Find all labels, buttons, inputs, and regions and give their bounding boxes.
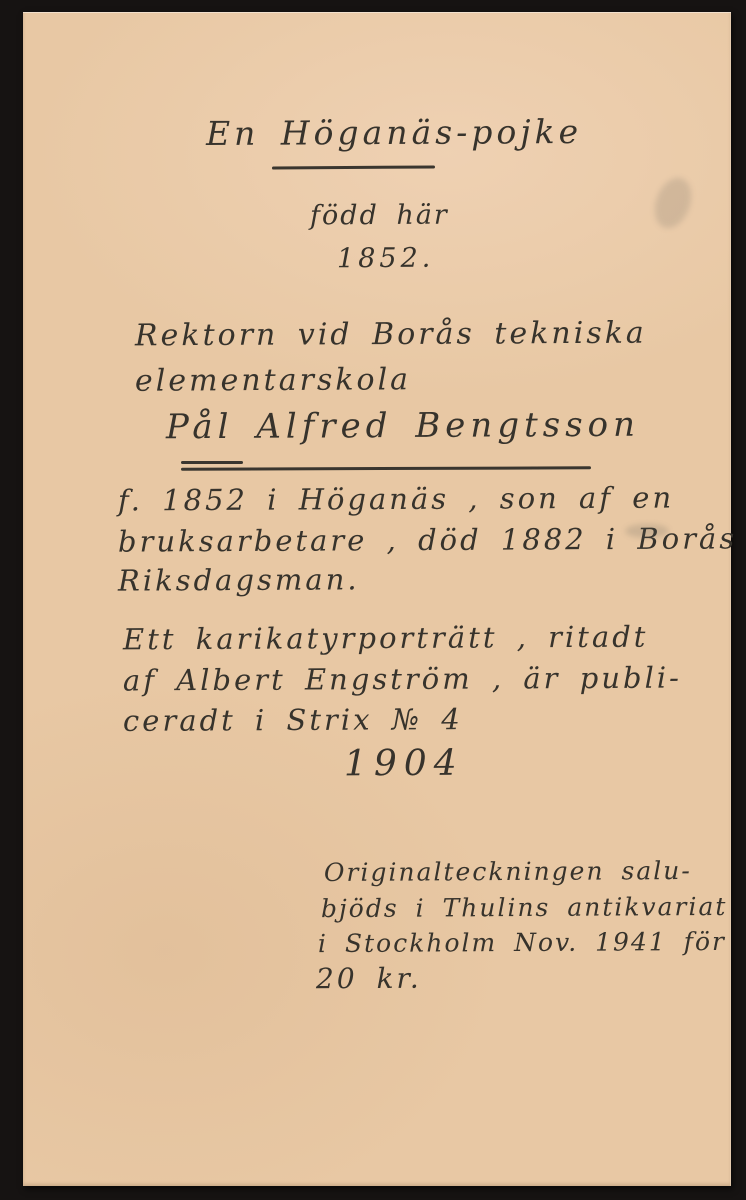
- role-line-1: Rektorn vid Borås tekniska: [134, 315, 647, 354]
- born-label: född här: [309, 199, 449, 232]
- bio-line-2: bruksarbetare , död 1882 i Borås: [117, 521, 738, 559]
- footer-line-1: Originalteckningen salu-: [323, 856, 692, 887]
- pencil-smudge: [625, 524, 669, 538]
- bio-line-3: Riksdagsman.: [117, 562, 360, 598]
- portrait-year: 1904: [343, 742, 464, 785]
- footer-line-4: 20 kr.: [315, 961, 422, 996]
- bio-line-1: f. 1852 i Höganäs , son af en: [117, 480, 675, 518]
- note-title: En Höganäs-pojke: [205, 112, 583, 153]
- portrait-line-3: ceradt i Strix № 4: [122, 702, 463, 738]
- pencil-smudge: [648, 173, 698, 233]
- born-year: 1852.: [336, 242, 435, 275]
- role-line-2: elementarskola: [134, 362, 412, 399]
- portrait-line-2: af Albert Engström , är publi-: [122, 660, 682, 698]
- footer-line-2: bjöds i Thulins antikvariat: [320, 891, 728, 924]
- title-underline: [272, 165, 435, 169]
- person-name: Pål Alfred Bengtsson: [165, 404, 641, 448]
- name-underline-long: [181, 466, 591, 470]
- portrait-line-1: Ett karikatyrporträtt , ritadt: [122, 619, 649, 657]
- name-underline-short: [181, 461, 243, 464]
- footer-line-3: i Stockholm Nov. 1941 för: [317, 926, 726, 959]
- handwritten-note-paper: [23, 12, 738, 1186]
